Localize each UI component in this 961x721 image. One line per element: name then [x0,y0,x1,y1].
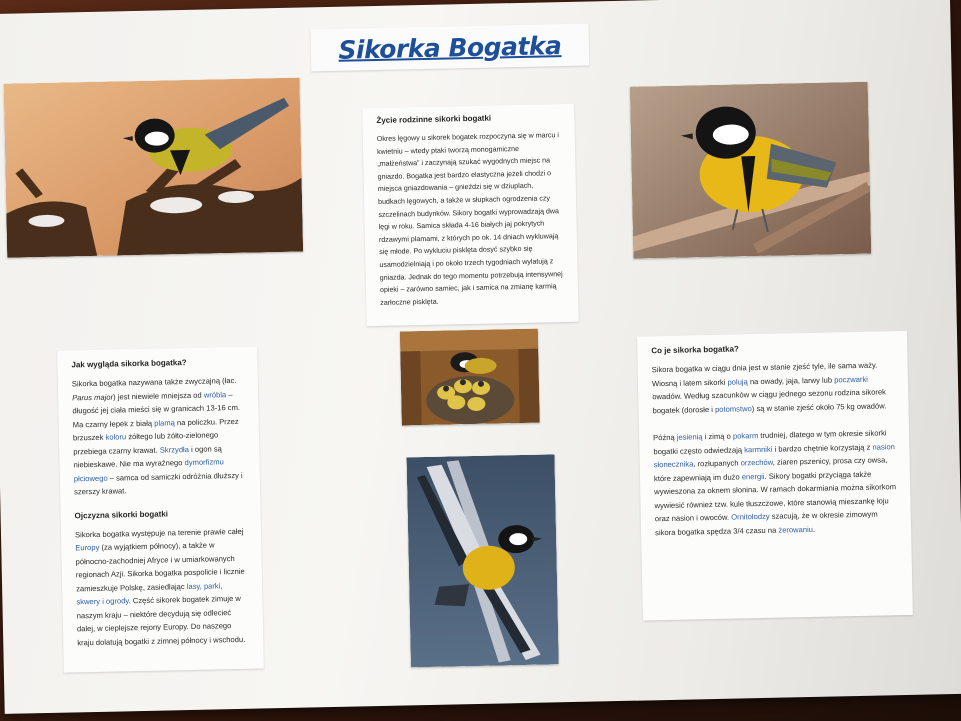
photo-bird-flying-icon [406,454,558,667]
photo-bird-on-branch-icon [4,78,304,258]
poster-title: Sikorka Bogatka [338,30,562,65]
card-body-diet-1: Sikora bogatka w ciągu dnia jest w stanie zjeść tyle, ile sama waży. Wiosną i latem sikorki polują na owady, jaja, larwy lub poczwarki owadów. Według szacunków w ciągu jednego sezonu rodzina sikorek bogatek (dorosłe i potomstwo) są w stanie zjeść około 75 kg owadów. [651,360,887,415]
card-heading-diet: Co je sikorka bogatka? [651,344,739,356]
card-body-appearance: Sikorka bogatka nazywana także zwyczajną (łac. Parus major) jest niewiele mniejsza od wróbla – długość jej ciała mieści się w granicach 13-16 cm. Ma czarny łepek z białą plamą na policzku. Przez brzuszek koloru żółtego lub żółto-zielonego przebiega czarny krawat. Skrzydła i ogon są niebieskawe. Nie ma wyraźnego dymorfizmu płciowego – samca od samiczki odróżnia dłuższy i szerszy krawat. [71,375,243,497]
card-family-life [362,104,579,326]
card-body: Okres lęgowy u sikorek bogatek rozpoczyna się w marcu i kwietniu – wtedy ptaki tworzą monogamiczne „małżeństwa” i zaczynają szukać wygodnych miejsc na gniazdo. Bogatka jest bardzo elastyczna jeżeli chodzi o miejsca gniazdowania – gnieździ się w dziuplach, budkach lęgowych, a także w słupkach ogrodzenia czy szczelinach budynków. Sikory bogatki wyprowadzają dwa lęgi w roku. Samica składa 4-16 białych jaj pokrytych rdzawymi plamami, z których po ok. 14 dniach wykluwają się młode. Po wykluciu pisklęta dosyć szybko się usamodzielniają i po około trzech tygodniach wylatują z gniazda. Jednak do tego momentu potrzebują intensywnej opieki – zarówno samiec, jak i samica na zmianę karmią żarłoczne pisklęta. [376,131,563,307]
photo-bird-portrait-icon [630,82,872,259]
card-appearance-homeland [57,347,264,673]
title-strip [310,24,589,72]
card-body-diet-2: Późną jesienią i zimą o pokarm trudniej, dlatego w tym okresie sikorki bogatki często odwiedzają karmniki i bardzo chętnie korzystają z nasion słonecznika, rozłupanych orzechów, ziaren pszenicy, prosa czy owsa, które zapewniają im dużo energii. Sikory bogatki przyciąga także wywieszona za oknem słonina. W ramach dokarmiania można sikorkom wywiesić również tzw. kule tłuszczowe, które stanowią mieszankę łoju oraz nasion i owoców. Ornitolodzy szacują, że w okresie zimowym sikora bogatka spędza 3/4 czasu na żerowaniu. [653,428,897,537]
card-heading-homeland: Ojczyzna sikorki bogatki [74,508,169,520]
card-body-homeland: Sikorka bogatka występuje na terenie prawie całej Europy (za wyjątkiem północy), a także w północno-zachodniej Afryce i w umiarkowanych regionach Azji. Sikorka bogatka pospolicie i licznie zamieszkuje Polskę, zasiedlając lasy, parki, skwery i ogrody. Część sikorek bogatek zimuje w naszym kraju – niektóre decydują się odlecieć dalej, w cieplejsze rejony Europy. Do naszego kraju dolatują bogatki z zimnej północy i wschodu. [74,526,246,647]
photo-nest-chicks-icon [400,329,540,426]
card-diet [637,331,913,621]
card-heading-appearance: Jak wygląda sikorka bogatka? [71,358,187,370]
card-heading: Życie rodzinne sikorki bogatki [376,113,492,125]
